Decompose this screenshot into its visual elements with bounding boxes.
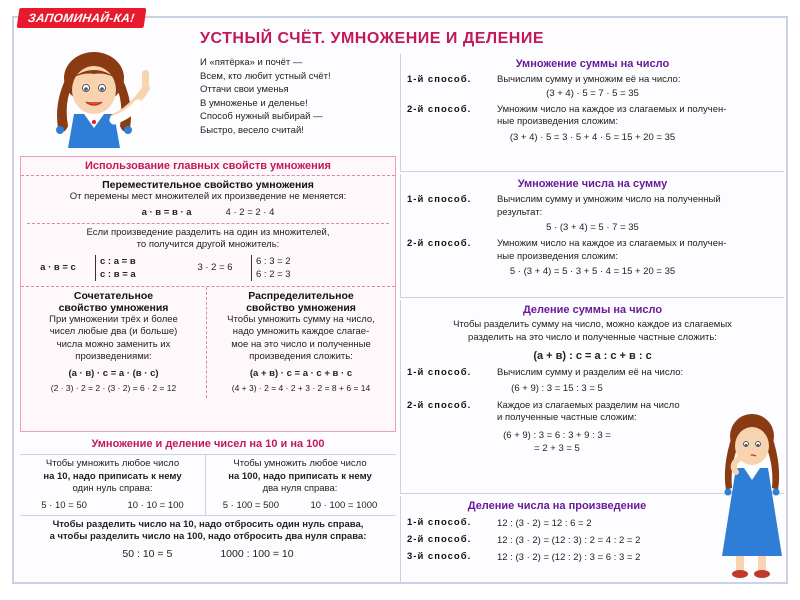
rule-left: а · в = с (40, 262, 76, 273)
method-text: Вычислим сумму и умножим её на число: (497, 74, 681, 85)
number-by-sum-section (400, 174, 784, 298)
method-text: Вычислим сумму и разделим её на число: (497, 367, 684, 378)
method-example: 12 : (3 · 2) = (12 : 3) : 2 = 4 : 2 = 2 (497, 535, 641, 546)
associative-line: чисел любые два (и больше) (49, 326, 178, 337)
poem-line: И «пятёрка» и почёт — (200, 57, 303, 68)
poem-line: Всем, кто любит устный счёт! (200, 70, 331, 82)
by10-left-line: на 10, надо приписать к нему (43, 470, 182, 482)
sum-division-formula: (а + в) : с = а : с + в : с (533, 350, 652, 362)
distributive-line: надо умножить каждое слагае- (232, 326, 370, 337)
poem-line: Способ нужный выбирай — (200, 111, 323, 122)
method-text: ные произведения сложим: (497, 250, 618, 262)
method-text: Умножим число на каждое из слагаемых и получен- (497, 103, 727, 115)
method-label: 3-й способ. (407, 551, 472, 562)
method-example: 5 · (3 + 4) = 5 · 7 = 35 (546, 222, 639, 233)
method-label: 1-й способ. (407, 517, 472, 528)
ex-mid1: 6 : 3 = 2 (256, 255, 291, 267)
division-by-product-heading: Деление числа на произведение (467, 500, 647, 512)
method-example: 5 · (3 + 4) = 5 · 3 + 5 · 4 = 15 + 20 = 35 (509, 266, 676, 277)
distributive-example: (4 + 3) · 2 = 4 · 2 + 3 · 2 = 8 + 6 = 14 (231, 382, 371, 393)
method-label: 2-й способ. (407, 238, 472, 249)
division-rule (20, 516, 396, 564)
associative-example: (2 · 3) · 2 = 2 · (3 · 2) = 6 · 2 = 12 (50, 382, 177, 393)
division-line1: Чтобы разделить число на 10, надо отбросить один нуль справа, (52, 518, 364, 530)
girl-pointing-illustration (34, 48, 174, 148)
commutative-example: 4 · 2 = 2 · 4 (225, 206, 275, 218)
method-text: и полученные частные сложим: (497, 412, 637, 423)
by10-right-line: на 100, надо приписать к нему (228, 470, 372, 482)
by10-right-ex1: 5 · 100 = 500 (222, 499, 279, 511)
number-by-sum-heading: Умножение числа на сумму (517, 178, 668, 190)
method-example: (3 + 4) · 5 = 3 · 5 + 4 · 5 = 15 + 20 = 35 (509, 131, 676, 143)
ex-mid2: 6 : 2 = 3 (256, 268, 291, 280)
division-ex1: 50 : 10 = 5 (122, 547, 173, 560)
rule-mid1: с : а = в (100, 255, 136, 267)
associative-formula: (а · в) · с = а · (в · с) (68, 367, 159, 379)
girl-thinking-illustration (712, 406, 788, 582)
method-example: (3 + 4) · 5 = 7 · 5 = 35 (546, 87, 639, 99)
method-label: 1-й способ. (407, 194, 472, 205)
sum-division-heading: Деление суммы на число (522, 304, 663, 316)
method-example: 12 : (3 · 2) = (12 : 2) : 3 = 6 : 3 = 2 (497, 552, 641, 563)
properties-panel (20, 156, 396, 432)
by10-right-ex2: 10 · 100 = 1000 (310, 499, 378, 511)
commutative-title: Переместительное свойство умножения (102, 179, 314, 191)
sum-by-number-heading: Умножение суммы на число (515, 58, 670, 70)
commutative-formula: а · в = в · а (141, 206, 192, 218)
distributive-title: Распределительное (248, 289, 354, 302)
rule-mid2: с : в = а (100, 268, 136, 280)
poem-line: В умноженье и деленье! (200, 97, 308, 109)
distributive-line: Чтобы умножить сумму на число, (227, 313, 375, 325)
method-example: (6 + 9) : 3 = 15 : 3 = 5 (511, 382, 603, 394)
by10-right (206, 455, 394, 515)
banner: ЗАПОМИНАЙ-КА! (17, 8, 146, 28)
by10-left-line: один нуль справа: (72, 483, 153, 494)
method-text: ные произведения сложим: (497, 116, 618, 127)
poem-line: Быстро, весело считай! (200, 124, 304, 136)
poem-line: Оттачи свои уменья (200, 84, 289, 95)
associative-title2: свойство умножения (58, 301, 169, 314)
method-label: 2-й способ. (407, 103, 472, 115)
distributive-section (207, 287, 395, 398)
associative-line: произведениями: (75, 351, 152, 362)
by10-left (20, 455, 206, 515)
sum-division-text: разделить на это число и полученные частные сложить: (468, 331, 717, 343)
method-label: 1-й способ. (407, 74, 472, 85)
method-text: результат: (497, 206, 543, 218)
method-example: 12 : (3 · 2) = 12 : 6 = 2 (497, 518, 592, 529)
properties-heading: Использование главных свойств умножения (21, 160, 395, 176)
commutative-section (21, 176, 395, 281)
poem (200, 56, 331, 137)
associative-line: При умножении трёх и более (49, 313, 178, 325)
by10-right-line: Чтобы умножить любое число (233, 458, 367, 469)
method-example: = 2 + 3 = 5 (534, 442, 580, 454)
method-text: Каждое из слагаемых разделим на число (497, 399, 680, 411)
method-label: 1-й способ. (407, 367, 472, 378)
sum-by-number-section (400, 54, 784, 172)
method-text: Вычислим сумму и умножим число на полученный (497, 194, 721, 205)
commutative-text3: то получится другой множитель: (136, 239, 280, 250)
commutative-text2: Если произведение разделить на один из множителей, (86, 226, 330, 238)
by10-left-ex2: 10 · 10 = 100 (127, 499, 184, 511)
by10-left-ex1: 5 · 10 = 50 (41, 499, 87, 511)
associative-section (21, 287, 207, 398)
distributive-line: произведения сложить: (249, 351, 353, 362)
by10-right-line: два нуля справа: (262, 483, 338, 494)
division-line2: а чтобы разделить число на 100, надо отбросить два нуля справа: (49, 531, 367, 542)
method-label: 2-й способ. (407, 399, 472, 411)
by10-panel (20, 436, 396, 582)
associative-title: Сочетательное (73, 289, 154, 302)
distributive-formula: (а + в) · с = а · с + в · с (249, 367, 353, 379)
commutative-text: От перемены мест множителей их произведение не меняется: (69, 191, 347, 202)
associative-line: числа можно заменить их (56, 338, 171, 350)
ex-left: 3 · 2 = 6 (197, 262, 233, 273)
distributive-line: мое на это число и полученные (231, 338, 371, 350)
by10-heading: Умножение и деление чисел на 10 и на 100 (91, 438, 325, 450)
sum-division-text: Чтобы разделить сумму на число, можно каждое из слагаемых (453, 319, 732, 330)
division-ex2: 1000 : 100 = 10 (220, 547, 294, 560)
page-title: УСТНЫЙ СЧЁТ. УМНОЖЕНИЕ И ДЕЛЕНИЕ (200, 30, 545, 47)
method-text: Умножим число на каждое из слагаемых и получен- (497, 238, 727, 249)
method-example: (6 + 9) : 3 = 6 : 3 + 9 : 3 = (503, 429, 611, 441)
by10-left-line: Чтобы умножить любое число (45, 458, 180, 469)
method-label: 2-й способ. (407, 534, 472, 545)
distributive-title2: свойство умножения (246, 301, 356, 314)
